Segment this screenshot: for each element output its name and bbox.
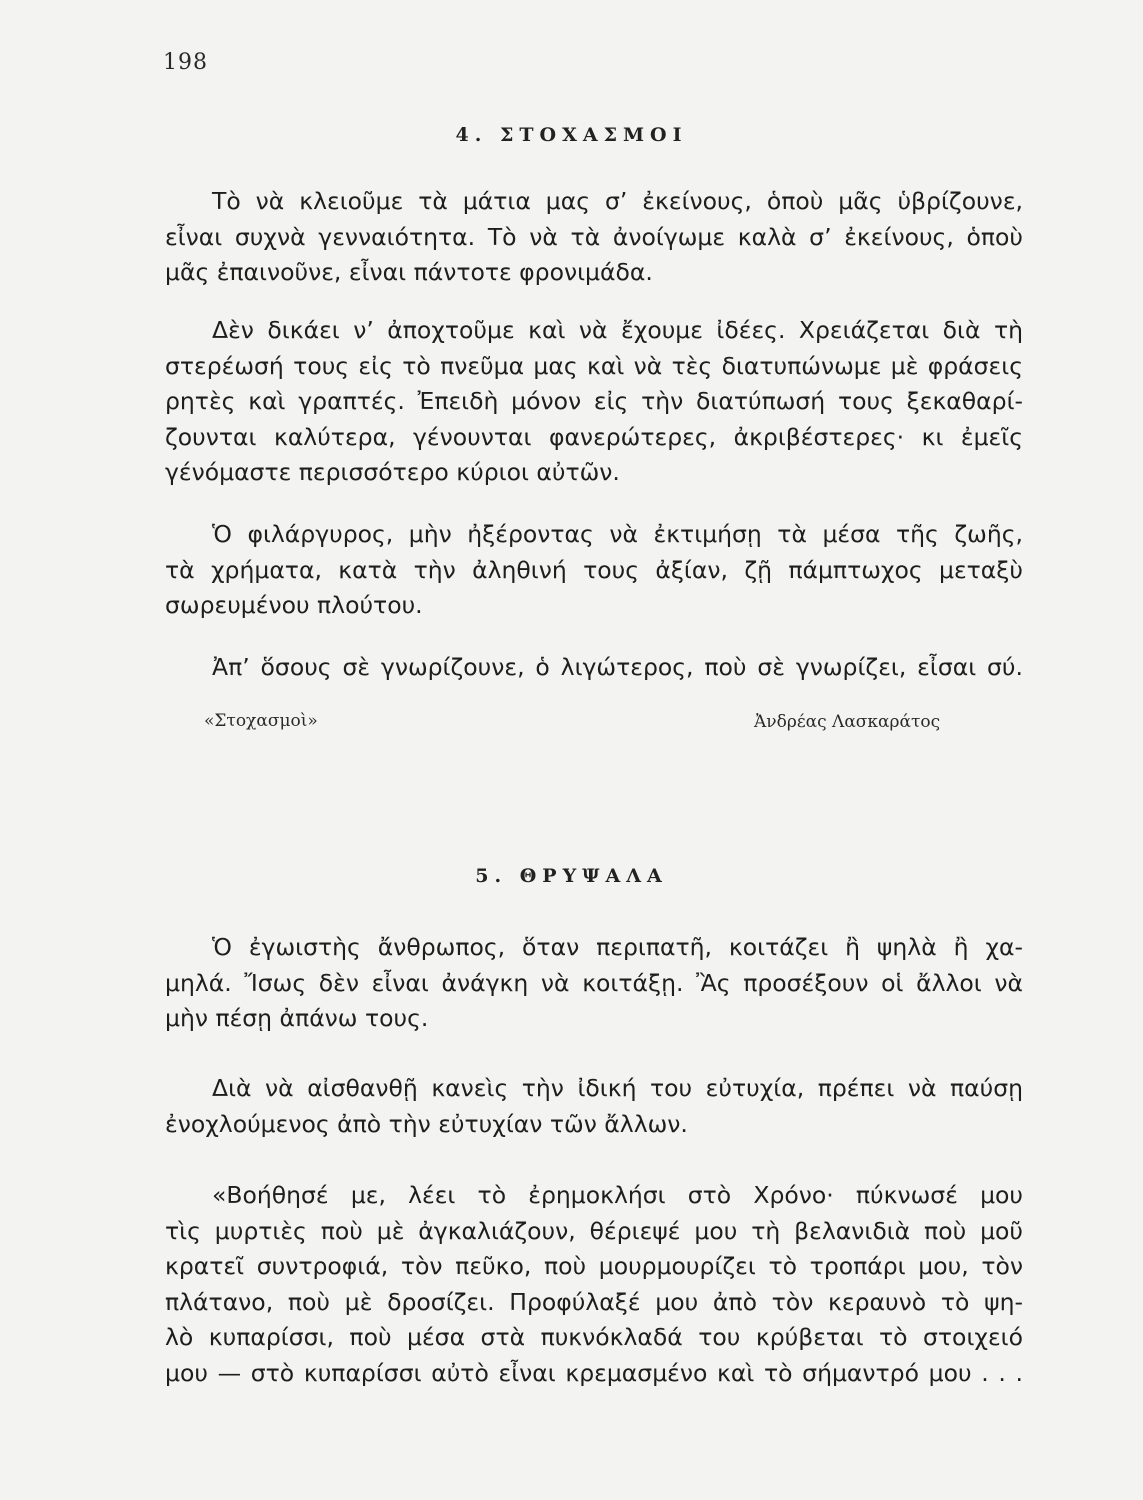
paragraph-6 xyxy=(165,1071,1023,1142)
text-line: εἶναι συχνὰ γενναιότητα. Τὸ νὰ τὰ ἀνοίγωμε καλὰ σ’ ἐκείνους, ὁποὺ xyxy=(165,222,1023,251)
text-line: Ἀπ’ ὅσους σὲ γνωρίζουνε, ὁ λιγώτερος, ποὺ σὲ γνωρίζει, εἶσαι σύ. xyxy=(212,653,1023,681)
section-heading-thrypsala: 5. ΘΡΥΨΑΛΑ xyxy=(475,865,668,887)
text-line: μᾶς ἐπαινοῦνε, εἶναι πάντοτε φρονιμάδα. xyxy=(165,258,653,286)
text-line: Τὸ νὰ κλειοῦμε τὰ μάτια μας σ’ ἐκείνους, ὁποὺ μᾶς ὑβρίζουνε, xyxy=(212,187,1023,215)
paragraph-1 xyxy=(165,184,1023,291)
text-line: γένόμαστε περισσότερο κύριοι αὐτῶν. xyxy=(165,458,620,486)
text-line: σωρευμένου πλούτου. xyxy=(165,591,423,619)
text-line: μου — στὸ κυπαρίσσι αὐτὸ εἶναι κρεμασμένο καὶ τὸ σήμαντρό μου . . . xyxy=(165,1358,1023,1387)
source-title: «Στοχασμοὶ» xyxy=(204,711,318,731)
paragraph-4 xyxy=(165,650,1023,686)
text-line: μὴν πέσῃ ἀπάνω τους. xyxy=(165,1004,429,1032)
page-number: 198 xyxy=(163,50,208,75)
text-line: ζουνται καλύτερα, γένουνται φανερώτερες, ἀκριβέστερες· κι ἐμεῖς xyxy=(165,422,1023,451)
author-name: Ἀνδρέας Λασκαράτος xyxy=(754,712,941,732)
paragraph-3 xyxy=(165,517,1023,624)
text-line: στερέωσή τους εἰς τὸ πνεῦμα μας καὶ νὰ τὲς διατυπώνωμε μὲ φράσεις xyxy=(165,351,1023,380)
text-line: λὸ κυπαρίσσι, ποὺ μέσα στὰ πυκνόκλαδά του κρύβεται τὸ στοιχειό xyxy=(165,1323,1023,1351)
text-line: ρητὲς καὶ γραπτές. Ἐπειδὴ μόνον εἰς τὴν διατύπωσή τους ξεκαθαρί- xyxy=(165,387,1023,415)
section-heading-stochasmoi: 4. ΣΤΟΧΑΣΜΟΙ xyxy=(455,124,688,146)
text-line: τὶς μυρτιὲς ποὺ μὲ ἀγκαλιάζουν, θέριεψέ μου τὴ βελανιδιὰ ποὺ μοῦ xyxy=(165,1216,1023,1245)
text-line: Διὰ νὰ αἰσθανθῇ κανεὶς τὴν ἰδική του εὐτυχία, πρέπει νὰ παύσῃ xyxy=(212,1074,1023,1102)
text-line: ἐνοχλούμενος ἀπὸ τὴν εὐτυχίαν τῶν ἄλλων. xyxy=(165,1109,688,1138)
text-line: κρατεῖ συντροφιά, τὸν πεῦκο, ποὺ μουρμουρίζει τὸ τροπάρι μου, τὸν xyxy=(165,1252,1023,1280)
paragraph-5 xyxy=(165,930,1023,1037)
paragraph-2 xyxy=(165,313,1023,491)
text-line: Δὲν δικάει ν’ ἀποχτοῦμε καὶ νὰ ἔχουμε ἰδέες. Χρειάζεται διὰ τὴ xyxy=(212,316,1023,344)
text-line: πλάτανο, ποὺ μὲ δροσίζει. Προφύλαξέ μου ἀπὸ τὸν κεραυνὸ τὸ ψη- xyxy=(165,1287,1023,1316)
text-line: τὰ χρήματα, κατὰ τὴν ἀληθινή τους ἀξίαν, ζῇ πάμπτωχος μεταξὺ xyxy=(165,555,1023,584)
paragraph-7 xyxy=(165,1178,1023,1391)
text-line: «Βοήθησέ με, λέει τὸ ἐρημοκλήσι στὸ Χρόνο· πύκνωσέ μου xyxy=(212,1181,1023,1209)
text-line: μηλά. Ἴσως δὲν εἶναι ἀνάγκη νὰ κοιτάξῃ. Ἂς προσέξουν οἱ ἄλλοι νὰ xyxy=(165,968,1023,997)
text-line: Ὁ φιλάργυρος, μὴν ἠξέροντας νὰ ἐκτιμήσῃ τὰ μέσα τῆς ζωῆς, xyxy=(212,520,1023,548)
text-line: Ὁ ἐγωιστὴς ἄνθρωπος, ὅταν περιπατῆ, κοιτάζει ἢ ψηλὰ ἢ χα- xyxy=(212,933,1023,961)
